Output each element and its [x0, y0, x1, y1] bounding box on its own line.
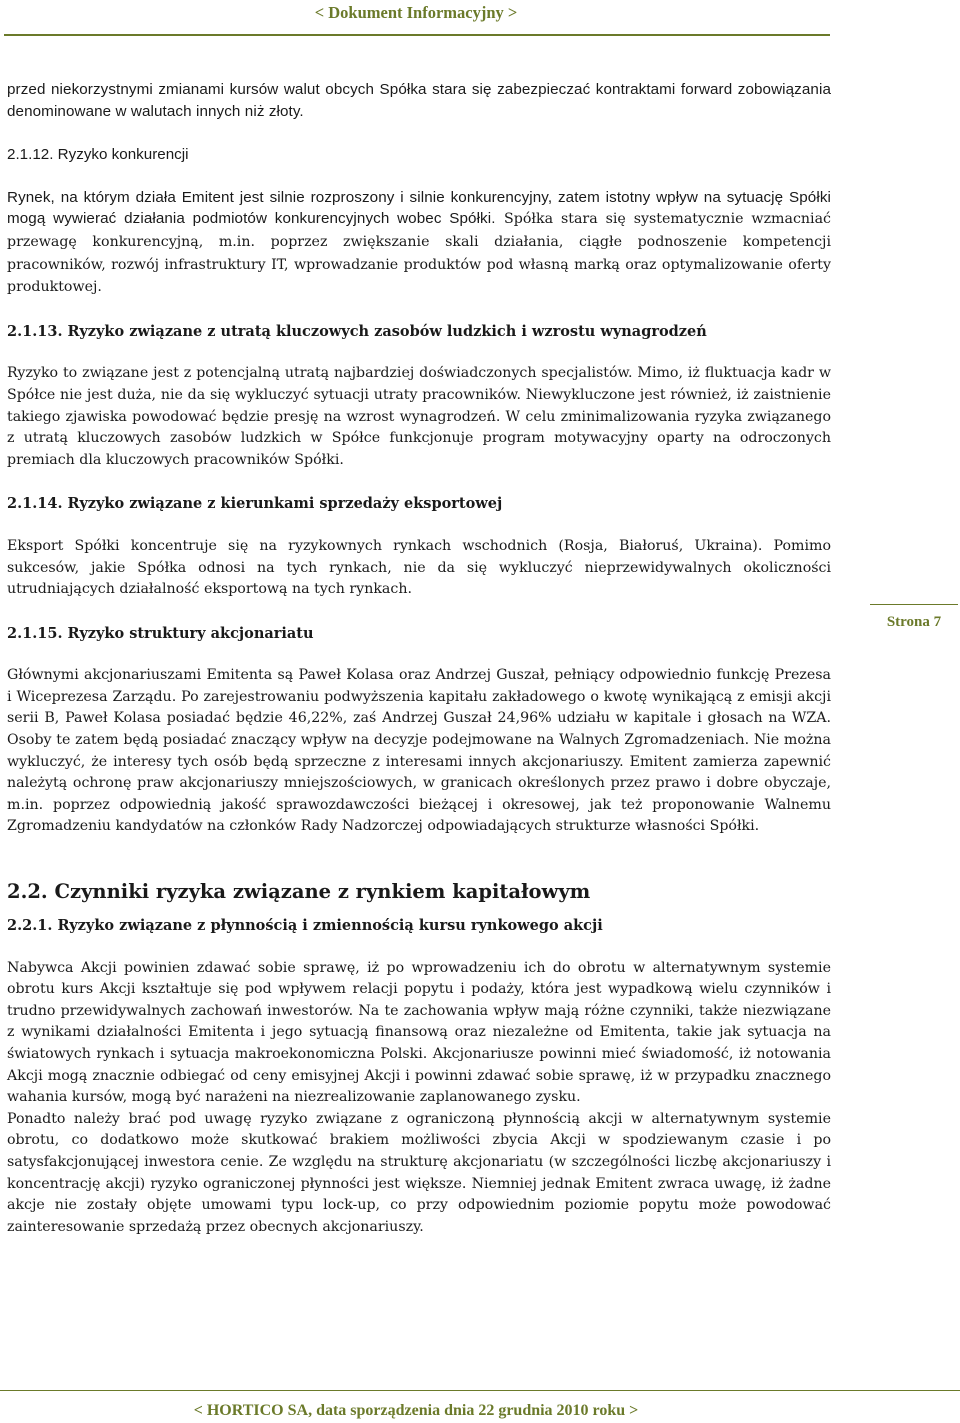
- header-divider: [4, 34, 830, 36]
- heading-2-1-14: 2.1.14. Ryzyko związane z kierunkami sprzedaży eksportowej: [7, 495, 503, 513]
- paragraph-2-1-13: Ryzyko to związane jest z potencjalną utratą najbardziej doświadczonych specjalistów. Mimo, iż fluktuacja kadr w Spółce nie jest duża, nie da się wykluczyć sytuacji utraty pracowników. Niewykluczone jest również, iż zaistnienie takiego zjawiska powodować będzie presję na wzrost wynagrodzeń. W celu zminimalizowania ryzyka związanego z utratą kluczowych zasobów ludzkich w Spółce funkcjonuje program motywacyjny oparty na odroczonych premiach dla kluczowych pracowników Spółki.: [7, 365, 831, 468]
- document-body: [7, 79, 831, 1238]
- heading-2-1-12: 2.1.12. Ryzyko konkurencji: [7, 146, 189, 164]
- document-header-title: < Dokument Informacyjny >: [314, 3, 518, 22]
- paragraph-2-1-12-part-b: Spółka stara się systematycznie wzmacniać przewagę konkurencyjną, m.in. poprzez zwiększanie skali działania, ciągłe podnoszenie kompetencji pracowników, rozwój infrastruktury IT, wprowadzanie produktów pod własną marką oraz optymalizowanie oferty produktowej.: [7, 211, 831, 296]
- heading-2-1-13: 2.1.13. Ryzyko związane z utratą kluczowych zasobów ludzkich i wzrostu wynagrodzeń: [7, 322, 707, 340]
- paragraph-2-1-12-part-a: Rynek, na którym działa Emitent jest silnie rozproszony i silnie konkurencyjny, zatem istotny wpływ na sytuację Spółki mogą wywierać działania podmiotów konkurencyjnych wobec Spółki.: [7, 188, 831, 228]
- paragraph-2-1-14: Eksport Spółki koncentruje się na ryzykownych rynkach wschodnich (Rosja, Białoruś, Ukraina). Pomimo sukcesów, jakie Spółka odnosi na tych rynkach, nie da się wykluczyć nieprzewidywalnych okoliczności utrudniających działalność eksportową na tych rynkach.: [7, 537, 831, 598]
- document-footer: < HORTICO SA, data sporządzenia dnia 22 grudnia 2010 roku >: [193, 1402, 639, 1419]
- paragraph-2-1-15: Głównymi akcjonariuszami Emitenta są Paweł Kolasa oraz Andrzej Guszał, pełniący odpowiednio funkcję Prezesa i Wiceprezesa Zarządu. Po zarejestrowaniu podwyższenia kapitału zakładowego o kwotę wynikającą z emisji akcji serii B, Paweł Kolasa posiadać będzie 46,22%, zaś Andrzej Guszał 24,96% udziału w kapitale i głosach na WZA. Osoby te zatem będą posiadać znaczący wpływ na decyzje podejmowane na Walnych Zgromadzeniach. Nie można wykluczyć, że interesy tych osób będą sprzeczne z interesami innych akcjonariuszy. Emitent zamierza zapewnić należytą ochronę praw akcjonariuszy mniejszościowych, w granicach określonych przez prawo i dobre obyczaje, m.in. poprzez odpowiednią jakość sprawozdawczości bieżącej i okresowej, jak też proponowanie Walnemu Zgromadzeniu kandydatów na członków Rady Nadzorczej odpowiadających strukturze własności Spółki.: [7, 667, 831, 835]
- paragraph-2-2-1-b: Ponadto należy brać pod uwagę ryzyko związane z ograniczoną płynnością akcji w alternatywnym systemie obrotu, co dodatkowo może skutkować brakiem możliwości zbycia Akcji w spodziewanym czasie i po satysfakcjonującej inwestora cenie. Ze względu na strukturę akcjonariatu (w szczególności liczbę akcjonariuszy i koncentrację akcji) ryzyko ograniczonej płynności jest większe. Niemniej jednak Emitent zwraca uwagę, iż żadne akcje nie zostały objęte umowami typu lock-up, co przy odpowiednim poziomie popytu może powodować zainteresowanie sprzedażą przez obecnych akcjonariuszy.: [7, 1110, 831, 1235]
- page-number-rule: [870, 604, 958, 605]
- heading-2-1-15: 2.1.15. Ryzyko struktury akcjonariatu: [7, 624, 314, 642]
- intro-paragraph: przed niekorzystnymi zmianami kursów walut obcych Spółka stara się zabezpieczać kontraktami forward zobowiązania denominowane w walutach innych niż złoty.: [7, 81, 831, 120]
- page-number: Strona 7: [886, 614, 942, 630]
- heading-2-2-1: 2.2.1. Ryzyko związane z płynnością i zmiennością kursu rynkowego akcji: [7, 917, 603, 935]
- heading-2-2: 2.2. Czynniki ryzyka związane z rynkiem kapitałowym: [7, 880, 591, 904]
- footer-divider: [0, 1390, 960, 1391]
- paragraph-2-2-1-a: Nabywca Akcji powinien zdawać sobie sprawę, iż po wprowadzeniu ich do obrotu w alternatywnym systemie obrotu kurs Akcji kształtuje się pod wpływem relacji popytu i podaży, która jest wypadkową wielu czynników i trudno przewidywalnych zachowań inwestorów. Na te zachowania wpływ mają różne czynniki, także niezwiązane z wynikami działalności Emitenta i jego sytuacją finansową oraz niezależne od Emitenta, takie jak sytuacja na światowych rynkach i sytuacja makroekonomiczna Polski. Akcjonariusze powinni mieć świadomość, iż notowania Akcji mogą znacznie odbiegać od ceny emisyjnej Akcji i powinni zdawać sobie sprawę, iż w przypadku znacznego wahania kursów, mogą być narażeni na niezrealizowanie zaplanowanego zysku.: [7, 959, 831, 1106]
- paragraph-2-1-12: [7, 187, 831, 299]
